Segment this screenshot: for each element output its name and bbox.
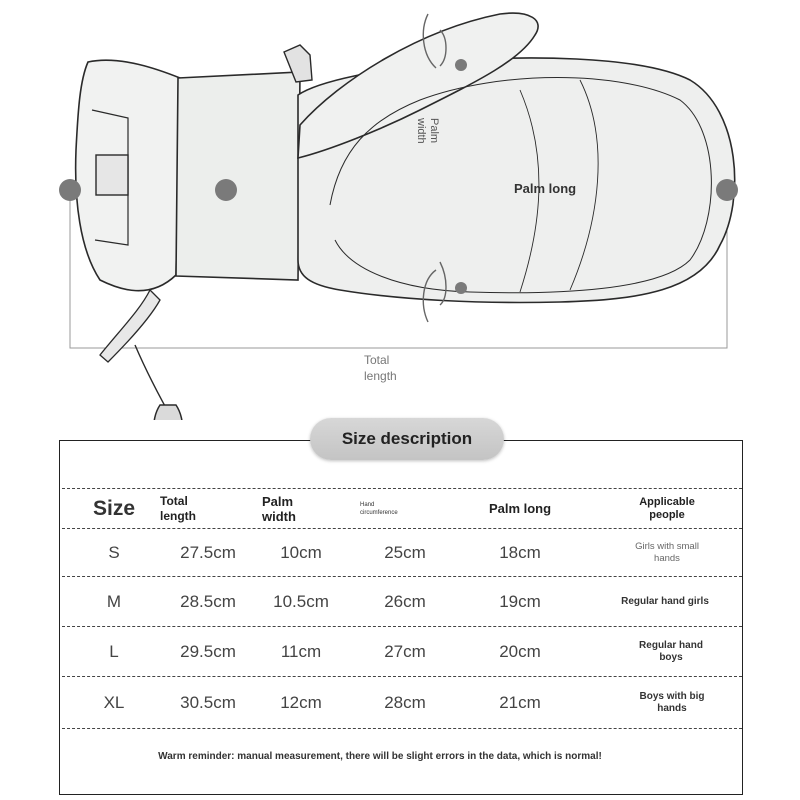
header-hand-circumference: Hand circumference — [360, 501, 398, 516]
table-row — [62, 676, 742, 728]
header-palm-long: Palm long — [488, 501, 552, 516]
palm-width-bottom-marker — [455, 282, 467, 294]
palm-long-label: Palm long — [514, 181, 577, 196]
cell-total-length: 27.5cm — [180, 542, 236, 562]
section-title: Size description — [310, 418, 504, 460]
cell-total-length: 28.5cm — [180, 591, 236, 611]
palm-width-label-line1: Palm — [428, 118, 440, 144]
total-length-start-marker — [59, 179, 81, 201]
table-row — [62, 528, 742, 576]
cell-palm-width: 12cm — [280, 692, 322, 712]
total-length-label — [364, 352, 424, 384]
table-row — [62, 576, 742, 626]
cell-total-length: 30.5cm — [180, 692, 236, 712]
palm-long-end-marker — [716, 179, 738, 201]
cell-applicable-people: Regular hand boys — [639, 639, 703, 663]
cell-size: S — [108, 542, 120, 562]
cell-applicable-people: Girls with small hands — [635, 540, 699, 564]
cell-palm-long: 20cm — [499, 641, 541, 661]
header-size: Size — [92, 496, 136, 520]
cell-hand-circumference: 27cm — [384, 641, 426, 661]
total-length-label-line1: Total — [364, 353, 390, 367]
palm-long-start-marker — [215, 179, 237, 201]
table-header-row — [62, 488, 742, 528]
header-palm-width: Palm width — [262, 493, 296, 524]
palm-width-top-marker — [455, 59, 467, 71]
cell-size: M — [106, 591, 122, 611]
cell-applicable-people: Regular hand girls — [621, 595, 709, 607]
palm-width-label — [414, 118, 440, 144]
table-row — [62, 626, 742, 676]
header-applicable-people: Applicable people — [639, 495, 695, 521]
cell-size: L — [109, 641, 119, 661]
cell-hand-circumference: 25cm — [384, 542, 426, 562]
table-bottom-divider — [62, 728, 742, 729]
cell-hand-circumference: 28cm — [384, 692, 426, 712]
cell-palm-long: 18cm — [499, 542, 541, 562]
cell-size: XL — [103, 692, 125, 712]
cell-palm-long: 21cm — [499, 692, 541, 712]
cell-palm-width: 10cm — [280, 542, 322, 562]
total-length-label-line2: length — [364, 369, 397, 383]
header-total-length: Total length — [160, 493, 196, 523]
cell-palm-long: 19cm — [499, 591, 541, 611]
cell-palm-width: 11cm — [280, 641, 322, 661]
cell-hand-circumference: 26cm — [384, 591, 426, 611]
cell-palm-width: 10.5cm — [273, 591, 329, 611]
warm-reminder: Warm reminder: manual measurement, there will be slight errors in the data, which is normal! — [158, 751, 602, 762]
cell-total-length: 29.5cm — [180, 641, 236, 661]
cell-applicable-people: Boys with big hands — [639, 690, 705, 714]
palm-width-label-line2: width — [415, 118, 427, 144]
